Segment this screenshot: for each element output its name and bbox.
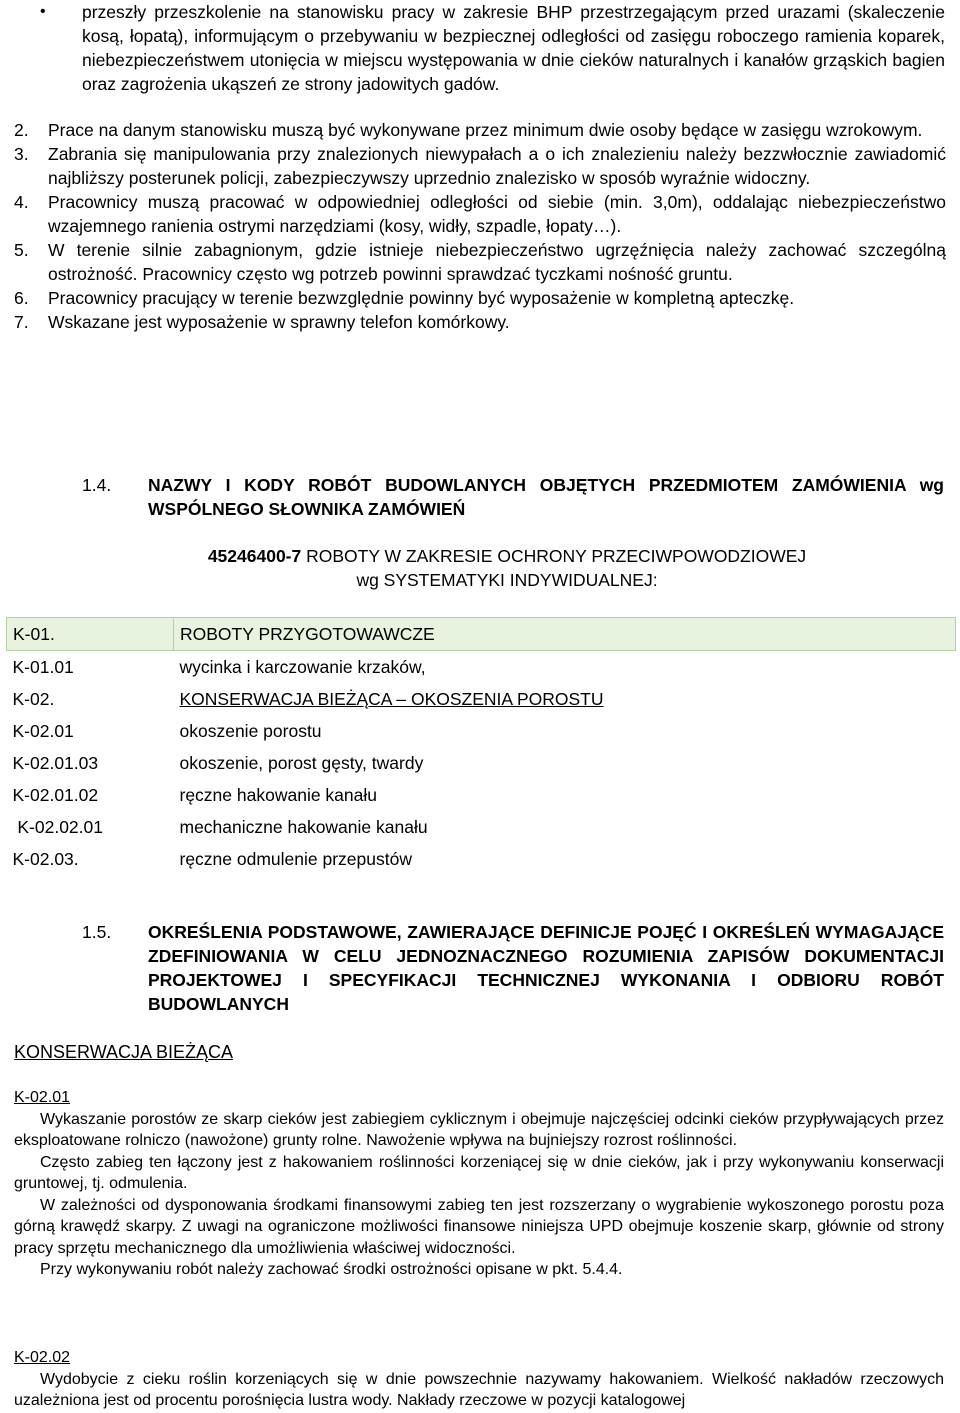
bullet-icon: • [40, 3, 46, 20]
list-item-text: Zabrania się manipulowania przy znalezionych niewypałach a o ich znalezieniu należy bezzwłocznie zawiadomić najbliższy posterunek policji, zabezpieczywszy uprzednio znalezisko w sposób wyraźnie widoczny. [48, 144, 946, 188]
section-title: NAZWY I KODY ROBÓT BUDOWLANYCH OBJĘTYCH PRZEDMIOTEM ZAMÓWIENIA wg WSPÓLNEGO SŁOWNIKA ZAMÓWIEŃ [148, 475, 944, 519]
section-title: OKREŚLENIA PODSTAWOWE, ZAWIERAJĄCE DEFINICJE POJĘĆ I OKREŚLEŃ WYMAGAJĄCE ZDEFINIOWANIA W CELU JEDNOZNACZNEGO ROZUMIENIA ZAPISÓW DOKUMENTACJI PROJEKTOWEJ I SPECYFIKACJI TECHNICZNEJ WYKONANIA I ODBIORU ROBÓT BUDOWLANYCH [148, 922, 944, 1014]
work-name: okoszenie porostu [179, 721, 322, 741]
work-code: K-02.01.03 [12, 753, 99, 773]
list-item-number: 5. [14, 240, 29, 260]
list-item-text: Pracownicy pracujący w terenie bezwzględnie powinny być wyposażenie w kompletną apteczkę. [48, 288, 795, 308]
section-number: 1.4. [82, 475, 112, 495]
cpv-systematics: wg SYSTEMATYKI INDYWIDUALNEJ: [356, 570, 658, 590]
work-name: KONSERWACJA BIEŻĄCA – OKOSZENIA POROSTU [179, 689, 604, 709]
table-row [7, 683, 956, 715]
table-row [7, 811, 956, 843]
list-item-number: 2. [14, 120, 29, 140]
konserwacja-heading: KONSERWACJA BIEŻĄCA [14, 1042, 234, 1062]
work-name: ROBOTY PRZYGOTOWAWCZE [174, 618, 956, 651]
paragraph: Wydobycie z cieku roślin korzeniących się w dnie powszechnie nazywamy hakowaniem. Wielkość nakładów rzeczowych uzależniona jest od procentu porośnięcia lustra wody. Nakłady rzeczowe w pozycji katalogowej [14, 1370, 944, 1409]
cpv-code: 45246400-7 [207, 546, 302, 566]
work-name: ręczne hakowanie kanału [179, 785, 377, 805]
list-item-text: W terenie silnie zabagnionym, gdzie istnieje niebezpieczeństwo ugrzęźnięcia należy zachować szczególną ostrożność. Pracownicy często wg potrzeb powinni sprawdzać tyczkami nośność gruntu. [48, 240, 946, 284]
list-item [14, 142, 946, 190]
work-code: K-01.01 [12, 657, 74, 677]
work-name: okoszenie, porost gęsty, twardy [179, 753, 424, 773]
work-name: ręczne odmulenie przepustów [179, 849, 412, 869]
k-02-02-block [14, 1347, 944, 1412]
works-codes-table [6, 617, 956, 875]
work-code: K-02.03. [12, 849, 79, 869]
k-02-01-block [14, 1087, 944, 1281]
section-number: 1.5. [82, 922, 112, 942]
cpv-description: ROBOTY W ZAKRESIE OCHRONY PRZECIWPOWODZIOWEJ [301, 546, 807, 566]
table-row [7, 843, 956, 875]
work-name: wycinka i karczowanie krzaków, [179, 657, 426, 677]
bullet-text: przeszły przeszkolenie na stanowisku pracy w zakresie BHP przestrzegającym przed urazami (skaleczenie kosą, łopatą), informującym o przebywaniu w bezpiecznej odległości od zasięgu roboczego ramienia koparek, niebezpieczeństwem utonięcia w miejscu występowania w dnie cieków naturalnych i kanałów grząskich bagien oraz zagrożenia ukąszeń ze strony jadowitych gadów. [82, 2, 945, 94]
paragraph: Wykaszanie porostów ze skarp cieków jest zabiegiem cyklicznym i obejmuje najczęściej odcinki cieków przypływających przez eksploatowane rolniczo (nawożone) grunty rolne. Nawożenie wpływa na bujniejszy rozrost roślinności. [14, 1110, 944, 1149]
list-item-number: 7. [14, 312, 29, 332]
work-name: mechaniczne hakowanie kanału [179, 817, 428, 837]
table-row [7, 618, 956, 651]
work-code: K-01. [7, 618, 174, 651]
list-item [14, 238, 946, 286]
paragraph: W zależności od dysponowania środkami finansowymi zabieg ten jest rozszerzany o wygrabienie wykoszonego porostu poza górną krawędź skarpy. Z uwagi na ograniczone możliwości finansowe niniejsza UPD obejmuje koszenie skarp, głównie od strony pracy sprzętu mechanicznego dla umożliwienia właściwej widoczności. [14, 1196, 944, 1257]
list-item-number: 4. [14, 192, 29, 212]
table-row [7, 747, 956, 779]
paragraph: Często zabieg ten łączony jest z hakowaniem roślinności korzeniącej się w dnie cieków, jak i przy wykonywaniu konserwacji gruntowej, tj. odmulenia. [14, 1153, 944, 1192]
table-row [7, 651, 956, 684]
list-item-text: Pracownicy muszą pracować w odpowiedniej odległości od siebie (min. 3,0m), oddalając niebezpieczeństwo wzajemnego ranienia ostrymi narzędziami (kosy, widły, szpadle, łopaty…). [48, 192, 946, 236]
list-item-text: Prace na danym stanowisku muszą być wykonywane przez minimum dwie osoby będące w zasięgu wzrokowym. [48, 120, 923, 140]
list-item [14, 286, 946, 310]
subsection-code: K-02.01 [14, 1089, 71, 1106]
table-row [7, 715, 956, 747]
cpv-heading [150, 544, 864, 592]
bullet-list-item [40, 0, 945, 96]
list-item [14, 118, 946, 142]
list-item [14, 310, 946, 334]
table-row [7, 779, 956, 811]
list-item-text: Wskazane jest wyposażenie w sprawny telefon komórkowy. [48, 312, 510, 332]
work-code: K-02. [12, 689, 55, 709]
paragraph: Przy wykonywaniu robót należy zachować środki ostrożności opisane w pkt. 5.4.4. [40, 1261, 623, 1278]
list-item [14, 190, 946, 238]
work-code: K-02.01.02 [12, 785, 99, 805]
list-item-number: 6. [14, 288, 29, 308]
numbered-list [14, 118, 946, 334]
list-item-number: 3. [14, 144, 29, 164]
section-1-4-heading [82, 473, 944, 521]
work-code: K-02.01 [12, 721, 74, 741]
work-code: K-02.02.01 [12, 817, 103, 837]
section-1-5-heading [82, 920, 944, 1016]
subsection-code: K-02.02 [14, 1349, 71, 1366]
